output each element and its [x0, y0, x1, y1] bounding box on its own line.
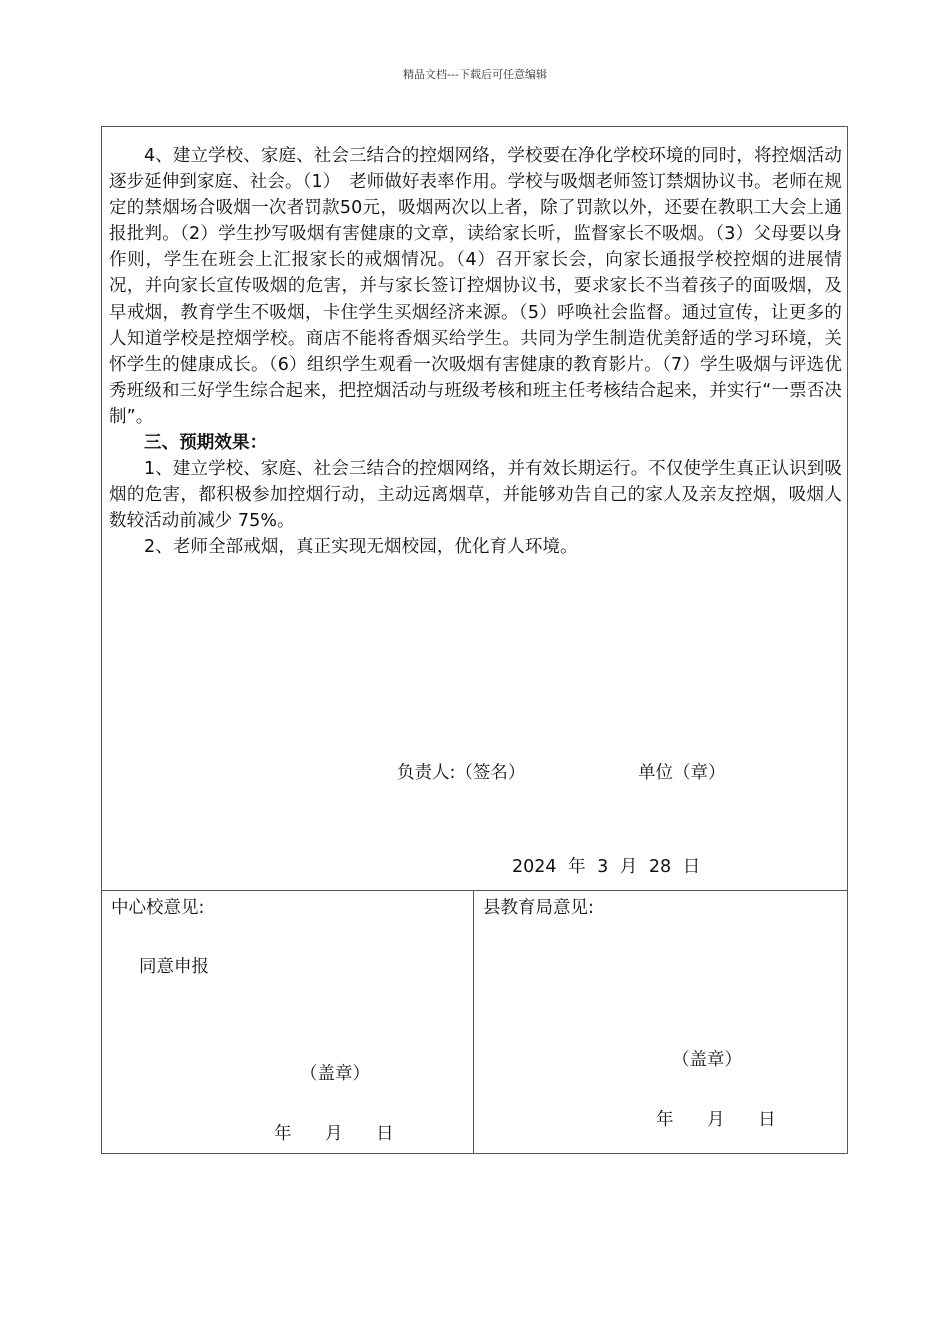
responsible-signature: 负责人:（签名） [397, 763, 526, 783]
plan-content-cell [102, 127, 847, 891]
center-school-seal: （盖章） [300, 1064, 370, 1084]
plan-date: 2024 年 3 月 28 日 [512, 857, 701, 877]
county-bureau-cell [474, 890, 847, 1153]
center-school-opinion: 同意申报 [139, 957, 209, 977]
form-table [101, 126, 848, 1154]
county-bureau-title: 县教育局意见: [483, 898, 594, 918]
section-heading: 三、预期效果： [144, 433, 268, 454]
county-bureau-date: 年 月 日 [656, 1110, 776, 1130]
plan-body [109, 143, 842, 561]
effect-2: 2、老师全部戒烟，真正实现无烟校园，优化育人环境。 [144, 537, 578, 558]
county-bureau-seal: （盖章） [672, 1050, 742, 1070]
paragraph-4: 4、建立学校、家庭、社会三结合的控烟网络，学校要在净化学校环境的同时，将控烟活动逐步延伸到家庭、社会。（1） 老师做好表率作用。学校与吸烟老师签订禁烟协议书。老师在规定的禁烟场合吸烟一次者罚款50元，吸烟两次以上者，除了罚款以外，还要在教职工大会上通报批判。（2）学生抄写吸烟有害健康的文章，读给家长听，监督家长不吸烟。（3）父母要以身作则，学生在班会上汇报家长的戒烟情况。（4）召开家长会，向家长通报学校控烟的进展情况，并向家长宣传吸烟的危害，并与家长签订控烟协议书，要求家长不当着孩子的面吸烟，及早戒烟，教育学生不吸烟，卡住学生买烟经济来源。（5）呼唤社会监督。通过宣传，让更多的人知道学校是控烟学校。商店不能将香烟买给学生。共同为学生制造优美舒适的学习环境，关怀学生的健康成长。（6）组织学生观看一次吸烟有害健康的教育影片。（7）学生吸烟与评选优秀班级和三好学生综合起来，把控烟活动与班级考核和班主任考核结合起来，并实行“一票否决制”。 [109, 146, 842, 427]
effect-1: 1、建立学校、家庭、社会三结合的控烟网络，并有效长期运行。不仅使学生真正认识到吸烟的危害，都积极参加控烟行动，主动远离烟草，并能够劝告自己的家人及亲友控烟，吸烟人数较活动前减少 75%。 [109, 459, 842, 532]
page-header: 精品文档---下载后可任意编辑 [403, 68, 547, 81]
center-school-date: 年 月 日 [274, 1124, 394, 1144]
center-school-title: 中心校意见: [111, 898, 205, 918]
unit-seal: 单位（章） [638, 763, 726, 783]
center-school-cell [102, 890, 474, 1153]
